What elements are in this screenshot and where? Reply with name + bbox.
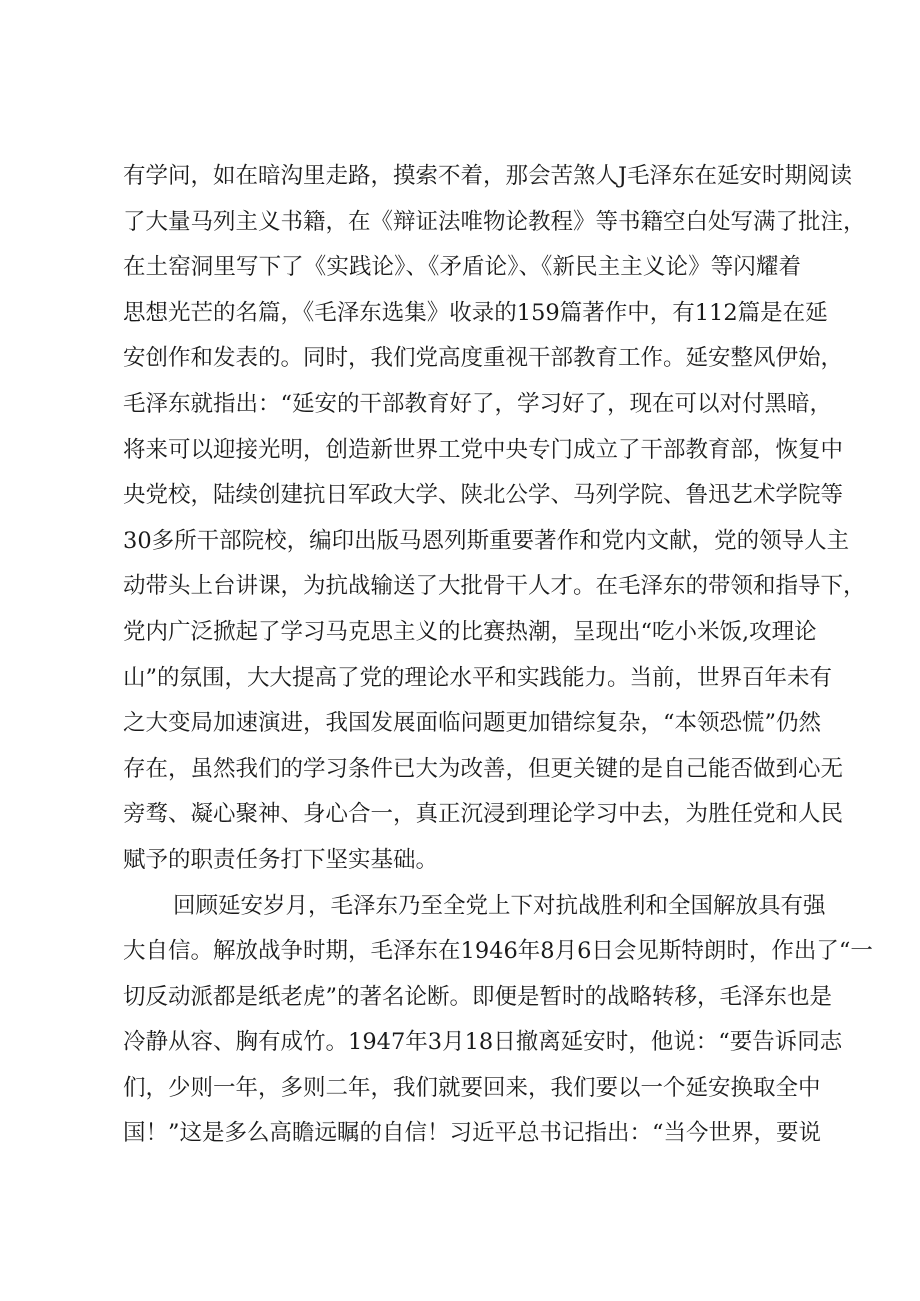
text-line: 党内广泛掀起了学习马克思主义的比赛热潮，呈现出“吃小米饭,攻理论 [123,618,817,645]
text-line: 了大量马列主义书籍，在《辩证法唯物论教程》等书籍空白处写满了批注， [123,208,866,235]
text-line: 存在，虽然我们的学习条件已大为改善，但更关键的是自己能否做到心无 [123,755,844,782]
text-line: 在土窑洞里写下了《实践论》、《矛盾论》、《新民主主义论》等闪耀着 [123,254,801,281]
text-line: 思想光芒的名篇，《毛泽东选集》收录的159篇著作中，有112篇是在延 [123,299,828,326]
paragraph-1 [123,154,866,884]
text-line: 央党校，陆续创建抗日军政大学、陕北公学、马列学院、鲁迅艺术学院等 [123,482,844,509]
text-line: 切反动派都是纸老虎”的著名论断。即便是暂时的战略转移，毛泽东也是 [123,983,833,1010]
text-line: 们，少则一年，多则二年，我们就要回来，我们要以一个延安换取全中 [123,1074,821,1101]
text-line: 冷静从容、胸有成竹。1947年3月18日撤离延安时，他说：“要告诉同志 [123,1029,843,1056]
text-line: 国！”这是多么高瞻远瞩的自信！习近平总书记指出：“当今世界，要说 [123,1120,822,1147]
body-text [123,154,873,1157]
text-line: 动带头上台讲课，为抗战输送了大批骨干人才。在毛泽东的带领和指导下， [123,573,866,600]
text-line: 将来可以迎接光明，创造新世界工党中央专门成立了干部教育部，恢复中 [123,436,844,463]
text-line: 山”的氛围，大大提高了党的理论水平和实践能力。当前，世界百年未有 [123,664,833,691]
text-line: 30多所干部院校，编印出版马恩列斯重要著作和党内文献，党的领导人主 [123,527,850,554]
text-line: 之大变局加速演进，我国发展面临问题更加错综复杂，“本领恐慌”仍然 [123,710,822,737]
text-line: 有学问，如在暗沟里走路，摸索不着，那会苦煞人J毛泽东在延安时期阅读 [123,163,853,189]
text-line: 旁骛、凝心聚神、身心合一，真正沉浸到理论学习中去，为胜任党和人民 [123,801,844,828]
text-line: 回顾延安岁月，毛泽东乃至全党上下对抗战胜利和全国解放具有强 [173,892,826,919]
text-line: 赋予的职责任务打下坚实基础。 [123,846,439,873]
text-line: 大自信。解放战争时期，毛泽东在1946年8月6日会见斯特朗时，作出了“一 [123,938,873,965]
text-line: 毛泽东就指出：“延安的干部教育好了，学习好了，现在可以对付黑暗， [123,390,833,417]
paragraph-2 [123,884,873,1158]
text-line: 安创作和发表的。同时，我们党高度重视干部教育工作。延安整风伊始， [123,345,844,372]
